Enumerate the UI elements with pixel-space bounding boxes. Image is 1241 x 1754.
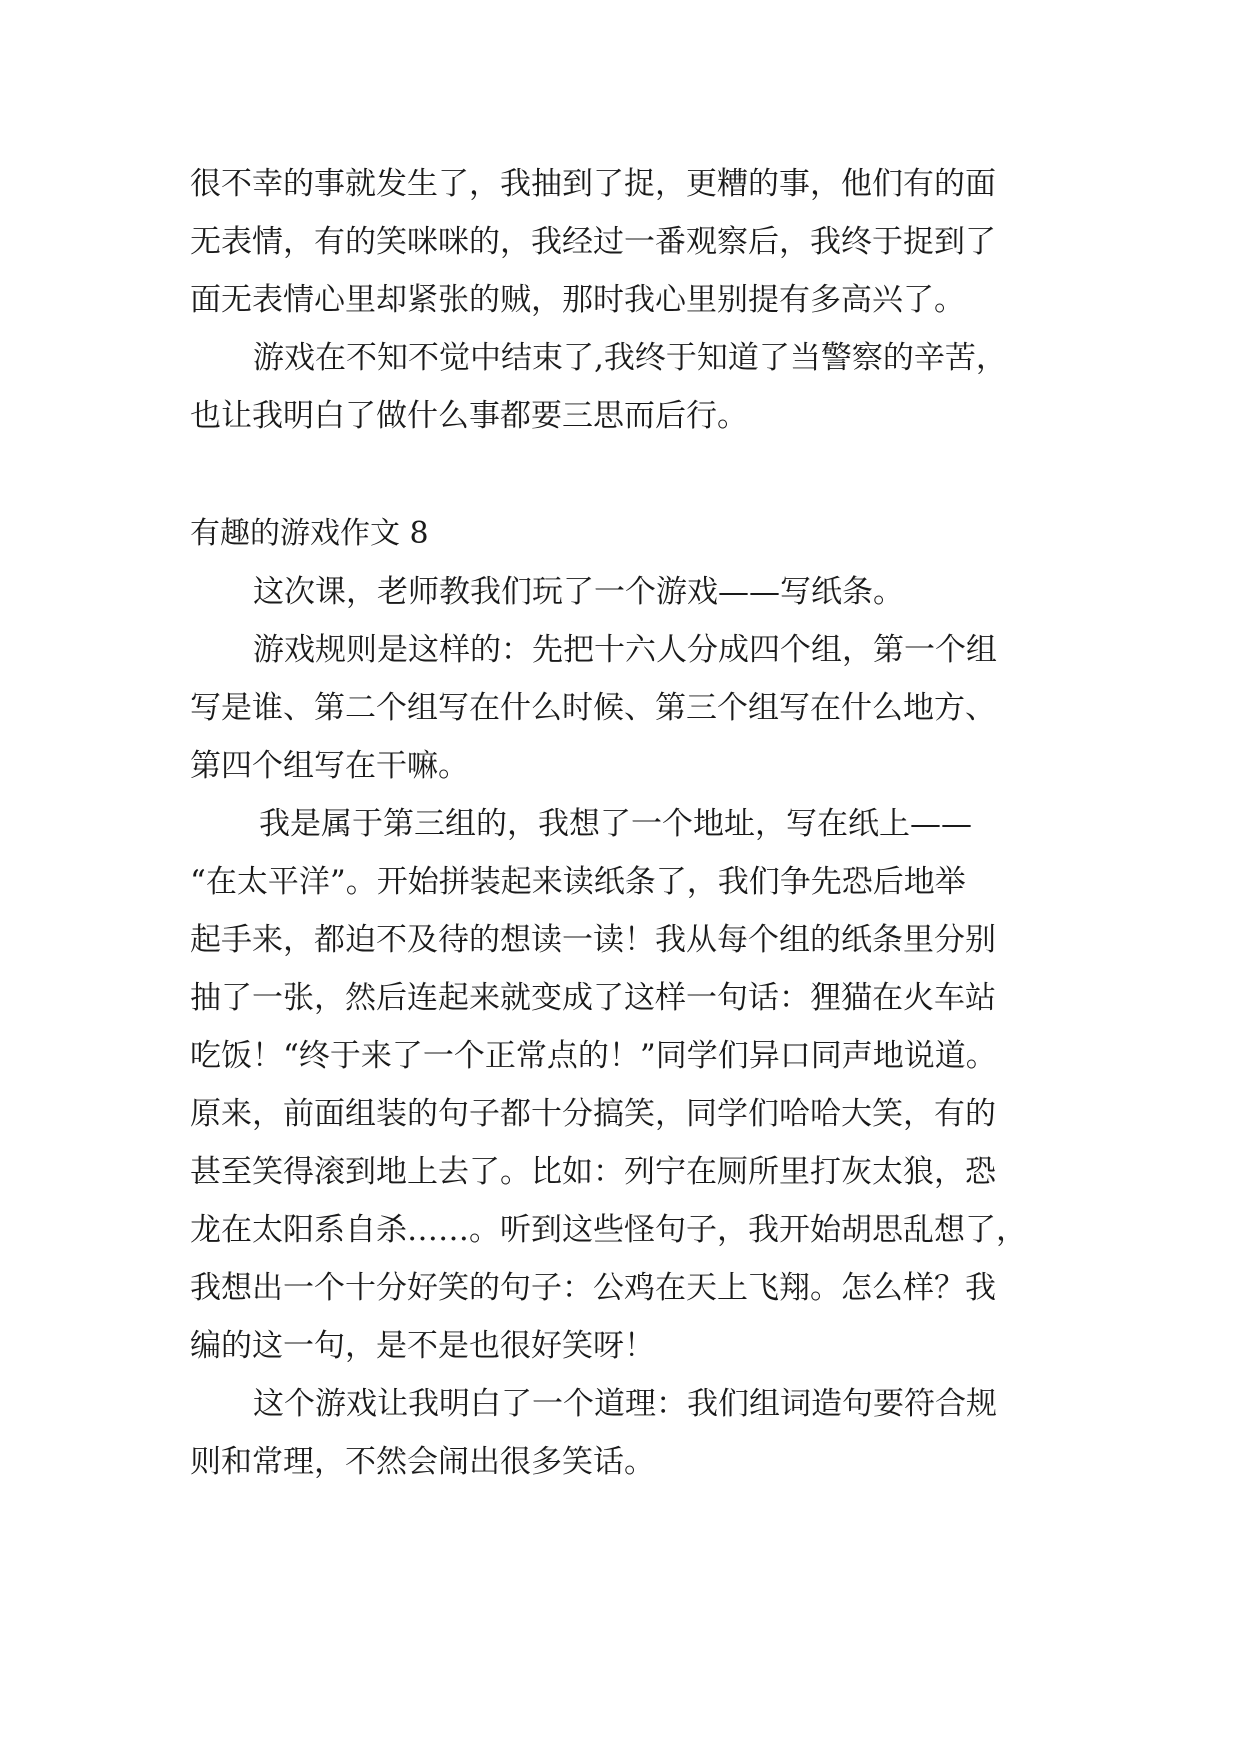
paragraph-line: 游戏规则是这样的：先把十六人分成四个组，第一个组 (253, 632, 997, 668)
paragraph-line: 很不幸的事就发生了，我抽到了捉，更糟的事，他们有的面 (190, 166, 996, 202)
paragraph-line: 这次课，老师教我们玩了一个游戏——写纸条。 (253, 574, 904, 610)
paragraph-line: 面无表情心里却紧张的贼，那时我心里别提有多高兴了。 (190, 282, 965, 318)
paragraph-line: 甚至笑得滚到地上去了。比如：列宁在厕所里打灰太狼，恐 (190, 1154, 996, 1190)
paragraph-line: 原来，前面组装的句子都十分搞笑，同学们哈哈大笑，有的 (190, 1096, 996, 1132)
paragraph-line: “在太平洋”。开始拼装起来读纸条了，我们争先恐后地举 (190, 864, 966, 900)
section-heading: 有趣的游戏作文 8 (190, 516, 429, 551)
paragraph-line: 则和常理，不然会闹出很多笑话。 (190, 1444, 655, 1480)
paragraph-line: 游戏在不知不觉中结束了,我终于知道了当警察的辛苦， (253, 340, 1007, 376)
paragraph-line: 这个游戏让我明白了一个道理：我们组词造句要符合规 (253, 1386, 997, 1422)
paragraph-line: 写是谁、第二个组写在什么时候、第三个组写在什么地方、 (190, 690, 996, 726)
paragraph-line: 抽了一张，然后连起来就变成了这样一句话：狸猫在火车站 (190, 980, 996, 1016)
paragraph-line: 起手来，都迫不及待的想读一读！我从每个组的纸条里分别 (190, 922, 996, 958)
paragraph-line: 我想出一个十分好笑的句子：公鸡在天上飞翔。怎么样？我 (190, 1270, 996, 1306)
paragraph-line: 无表情，有的笑咪咪的，我经过一番观察后，我终于捉到了 (190, 224, 996, 260)
paragraph-line: 编的这一句，是不是也很好笑呀！ (190, 1328, 655, 1364)
paragraph-line: 第四个组写在干嘛。 (190, 748, 469, 784)
paragraph-line: 也让我明白了做什么事都要三思而后行。 (190, 398, 748, 434)
paragraph-line: 龙在太阳系自杀……。听到这些怪句子，我开始胡思乱想了， (190, 1212, 1027, 1248)
paragraph-line: 吃饭！“终于来了一个正常点的！”同学们异口同声地说道。 (190, 1038, 997, 1074)
paragraph-line: 我是属于第三组的，我想了一个地址，写在纸上—— (259, 806, 972, 842)
